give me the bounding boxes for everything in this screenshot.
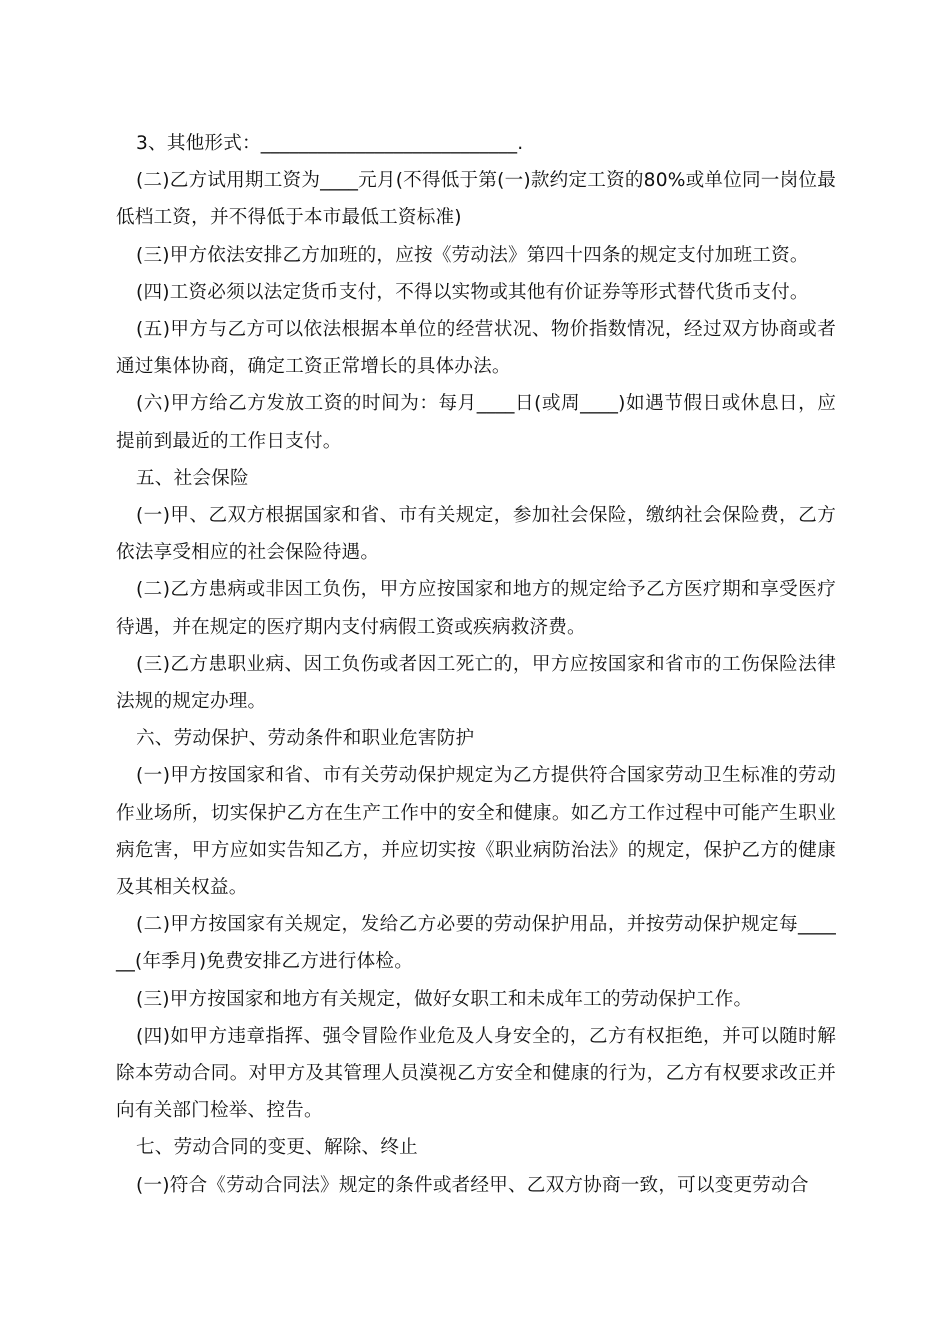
paragraph-female-minor-workers: (三)甲方按国家和地方有关规定，做好女职工和未成年工的劳动保护工作。 [136,988,753,1010]
paragraph-probation-wage: (二)乙方试用期工资为____元月(不得低于第(一)款约定工资的80%或单位同一岗位最低档工资，并不得低于本市最低工资标准) [116,170,836,229]
paragraph-protective-equipment: (二)甲方按国家有关规定，发给乙方必要的劳动保护用品，并按劳动保护规定每______(年季月)免费安排乙方进行体检。 [116,914,836,973]
paragraph-overtime-pay: (三)甲方依法安排乙方加班的，应按《劳动法》第四十四条的规定支付加班工资。 [136,244,809,266]
paragraph-medical-period: (二)乙方患病或非因工负伤，甲方应按国家和地方的规定给予乙方医疗期和享受医疗待遇，并在规定的医疗期内支付病假工资或疾病救济费。 [116,579,836,638]
paragraph-insurance-participation: (一)甲、乙双方根据国家和省、市有关规定，参加社会保险，缴纳社会保险费，乙方依法享受相应的社会保险待遇。 [116,505,836,564]
paragraph-other-forms: 3、其他形式：___________________________. [136,133,524,154]
paragraph-workplace-safety: (一)甲方按国家和省、市有关劳动保护规定为乙方提供符合国家劳动卫生标准的劳动作业场所，切实保护乙方在生产工作中的安全和健康。如乙方工作过程中可能产生职业病危害，甲方应如实告知乙方，并应切实按《职业病防治法》的规定，保护乙方的健康及其相关权益。 [116,765,836,899]
paragraph-contract-modification: (一)符合《劳动合同法》规定的条件或者经甲、乙双方协商一致，可以变更劳动合 [136,1174,809,1196]
document-body [116,125,836,1204]
paragraph-legal-currency: (四)工资必须以法定货币支付，不得以实物或其他有价证券等形式替代货币支付。 [136,281,809,303]
paragraph-work-injury: (三)乙方患职业病、因工负伤或者因工死亡的，甲方应按国家和省市的工伤保险法律法规的规定办理。 [116,653,836,713]
section-heading-social-insurance: 五、社会保险 [136,467,249,489]
paragraph-pay-date: (六)甲方给乙方发放工资的时间为：每月____日(或周____)如遇节假日或休息日，应提前到最近的工作日支付。 [116,393,836,452]
section-heading-labor-protection: 六、劳动保护、劳动条件和职业危害防护 [136,728,475,750]
section-heading-contract-changes: 七、劳动合同的变更、解除、终止 [136,1137,418,1159]
paragraph-wage-growth: (五)甲方与乙方可以依法根据本单位的经营状况、物价指数情况，经过双方协商或者通过集体协商，确定工资正常增长的具体办法。 [116,319,836,378]
paragraph-right-to-refuse: (四)如甲方违章指挥、强令冒险作业危及人身安全的，乙方有权拒绝，并可以随时解除本劳动合同。对甲方及其管理人员漠视乙方安全和健康的行为，乙方有权要求改正并向有关部门检举、控告。 [116,1025,836,1122]
